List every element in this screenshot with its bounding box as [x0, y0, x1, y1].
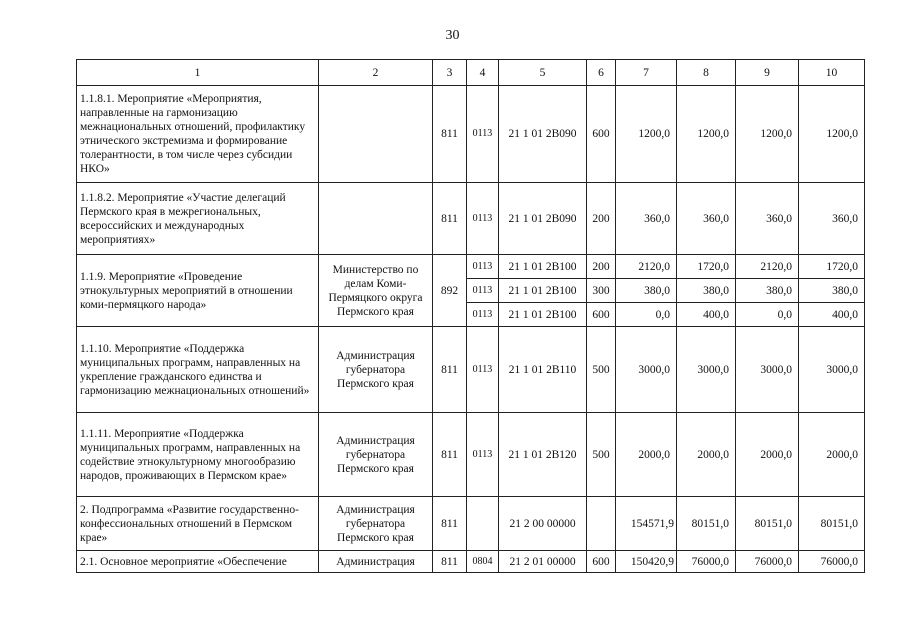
table-row [77, 183, 865, 255]
expense-type-code: 200 [587, 255, 616, 279]
activity-name: 1.1.8.1. Мероприятие «Мероприятия, направленные на гармонизацию межнациональных отношений, профилактику этнического экстремизма и формирование толерантности, в том числе через субсидии НКО» [77, 86, 319, 183]
grbs-code: 811 [433, 413, 467, 497]
table-row [77, 497, 865, 551]
amount-col9: 2000,0 [736, 413, 799, 497]
section-code [467, 497, 499, 551]
responsible-executor: Министерство по делам Коми-Пермяцкого округа Пермского края [319, 255, 433, 327]
activity-name: 1.1.11. Мероприятие «Поддержка муниципальных программ, направленных на содействие этнокультурному многообразию народов, проживающих в Пермском крае» [77, 413, 319, 497]
amount-col9: 80151,0 [736, 497, 799, 551]
section-code: 0113 [467, 279, 499, 303]
activity-name: 2. Подпрограмма «Развитие государственно-конфессиональных отношений в Пермском крае» [77, 497, 319, 551]
table-row [77, 255, 865, 279]
amount-col8: 400,0 [677, 303, 736, 327]
amount-col8: 76000,0 [677, 551, 736, 573]
responsible-executor [319, 183, 433, 255]
grbs-code: 811 [433, 183, 467, 255]
amount-col8: 360,0 [677, 183, 736, 255]
section-code: 0804 [467, 551, 499, 573]
amount-col10: 2000,0 [799, 413, 865, 497]
amount-col10: 360,0 [799, 183, 865, 255]
grbs-code: 892 [433, 255, 467, 327]
amount-col8: 380,0 [677, 279, 736, 303]
table-row [77, 86, 865, 183]
responsible-executor: Администрация губернатора Пермского края [319, 413, 433, 497]
target-code: 21 1 01 2В120 [499, 413, 587, 497]
expense-type-code: 600 [587, 303, 616, 327]
amount-col9: 360,0 [736, 183, 799, 255]
activity-name: 1.1.9. Мероприятие «Проведение этнокультурных мероприятий в отношении коми-пермяцкого народа» [77, 255, 319, 327]
amount-col7: 150420,9 [616, 551, 677, 573]
activity-name: 1.1.10. Мероприятие «Поддержка муниципальных программ, направленных на укрепление гражданского единства и гармонизацию межнациональных отношений» [77, 327, 319, 413]
section-code: 0113 [467, 255, 499, 279]
amount-col10: 80151,0 [799, 497, 865, 551]
amount-col10: 1720,0 [799, 255, 865, 279]
target-code: 21 1 01 2В110 [499, 327, 587, 413]
section-code: 0113 [467, 183, 499, 255]
amount-col9: 0,0 [736, 303, 799, 327]
amount-col10: 380,0 [799, 279, 865, 303]
responsible-executor: Администрация [319, 551, 433, 573]
amount-col10: 400,0 [799, 303, 865, 327]
grbs-code: 811 [433, 327, 467, 413]
amount-col8: 1200,0 [677, 86, 736, 183]
activity-name: 2.1. Основное мероприятие «Обеспечение [77, 551, 319, 573]
amount-col9: 3000,0 [736, 327, 799, 413]
amount-col7: 3000,0 [616, 327, 677, 413]
target-code: 21 1 01 2В100 [499, 279, 587, 303]
grbs-code: 811 [433, 551, 467, 573]
activity-name: 1.1.8.2. Мероприятие «Участие делегаций Пермского края в межрегиональных, всероссийских и международных мероприятиях» [77, 183, 319, 255]
responsible-executor: Администрация губернатора Пермского края [319, 327, 433, 413]
expense-type-code: 200 [587, 183, 616, 255]
amount-col7: 360,0 [616, 183, 677, 255]
column-header: 5 [499, 60, 587, 86]
amount-col10: 3000,0 [799, 327, 865, 413]
amount-col9: 76000,0 [736, 551, 799, 573]
amount-col10: 1200,0 [799, 86, 865, 183]
table-header-row [77, 60, 865, 86]
target-code: 21 1 01 2В090 [499, 86, 587, 183]
amount-col10: 76000,0 [799, 551, 865, 573]
column-header: 4 [467, 60, 499, 86]
page-number: 30 [445, 28, 460, 43]
target-code: 21 2 00 00000 [499, 497, 587, 551]
target-code: 21 1 01 2В100 [499, 303, 587, 327]
section-code: 0113 [467, 86, 499, 183]
target-code: 21 2 01 00000 [499, 551, 587, 573]
responsible-executor: Администрация губернатора Пермского края [319, 497, 433, 551]
amount-col7: 2000,0 [616, 413, 677, 497]
amount-col7: 2120,0 [616, 255, 677, 279]
expense-type-code: 500 [587, 327, 616, 413]
column-header: 8 [677, 60, 736, 86]
amount-col7: 0,0 [616, 303, 677, 327]
amount-col9: 2120,0 [736, 255, 799, 279]
target-code: 21 1 01 2В090 [499, 183, 587, 255]
amount-col9: 380,0 [736, 279, 799, 303]
expense-type-code [587, 497, 616, 551]
section-code: 0113 [467, 303, 499, 327]
column-header: 9 [736, 60, 799, 86]
amount-col7: 1200,0 [616, 86, 677, 183]
table-row [77, 413, 865, 497]
expense-type-code: 300 [587, 279, 616, 303]
amount-col7: 154571,9 [616, 497, 677, 551]
expense-type-code: 500 [587, 413, 616, 497]
column-header: 1 [77, 60, 319, 86]
amount-col8: 3000,0 [677, 327, 736, 413]
amount-col8: 1720,0 [677, 255, 736, 279]
column-header: 3 [433, 60, 467, 86]
responsible-executor [319, 86, 433, 183]
expense-type-code: 600 [587, 86, 616, 183]
expense-type-code: 600 [587, 551, 616, 573]
budget-table [76, 59, 865, 573]
section-code: 0113 [467, 327, 499, 413]
table-row [77, 327, 865, 413]
amount-col7: 380,0 [616, 279, 677, 303]
grbs-code: 811 [433, 497, 467, 551]
amount-col8: 80151,0 [677, 497, 736, 551]
section-code: 0113 [467, 413, 499, 497]
table-row [77, 551, 865, 573]
column-header: 10 [799, 60, 865, 86]
amount-col8: 2000,0 [677, 413, 736, 497]
column-header: 6 [587, 60, 616, 86]
column-header: 2 [319, 60, 433, 86]
column-header: 7 [616, 60, 677, 86]
amount-col9: 1200,0 [736, 86, 799, 183]
grbs-code: 811 [433, 86, 467, 183]
target-code: 21 1 01 2В100 [499, 255, 587, 279]
